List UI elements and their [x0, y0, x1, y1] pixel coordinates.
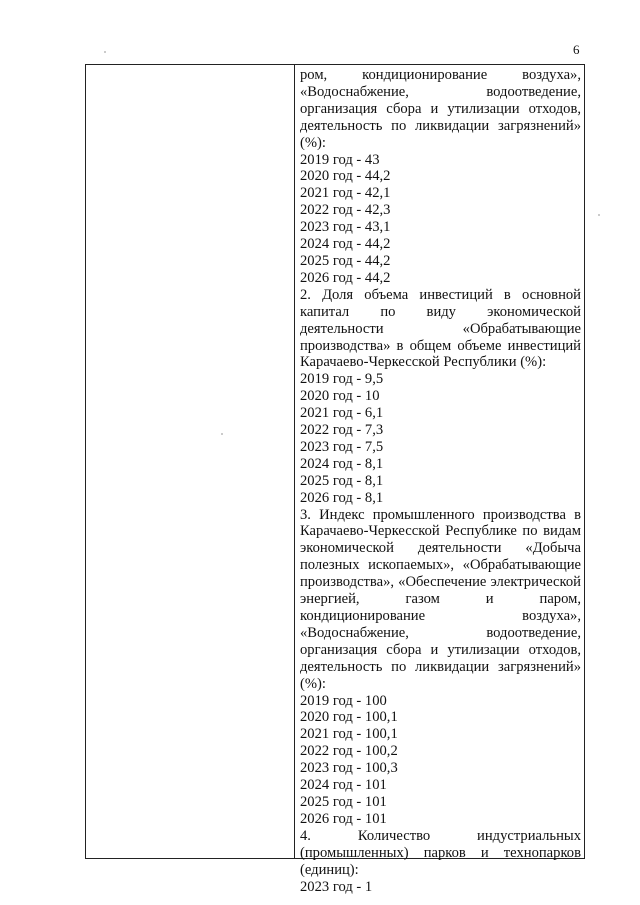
year-value: 2023 год - 100,3 [300, 760, 398, 777]
year-value: 2021 год - 6,1 [300, 405, 384, 422]
year-value: 2026 год - 44,2 [300, 269, 391, 286]
indicator-table [85, 64, 585, 895]
year-value: 2021 год - 42,1 [300, 185, 391, 202]
year-value: 2021 год - 100,1 [300, 726, 398, 743]
table-left-column [86, 65, 295, 858]
year-value: 2020 год - 100,1 [300, 709, 398, 726]
indicator-text: 3. Индекс промышленного производства в Карачаево-Черкесской Республике по видам экономической деятельности «Добыча полезных ископаемых», «Обрабатывающие производства», «Обеспечение электрической энергией, газом и паром, кондиционирование воздуха», «Водоснабжение, водоотведение, организация сбора и утилизации отходов, деятельность по ликвидации загрязнений» (%): [300, 506, 581, 692]
year-value: 2019 год - 43 [300, 151, 380, 168]
year-value: 2022 год - 42,3 [300, 202, 391, 219]
year-value: 2025 год - 101 [300, 793, 387, 810]
year-value: 2023 год - 7,5 [300, 438, 384, 455]
year-value: 2019 год - 9,5 [300, 371, 384, 388]
year-value: 2026 год - 101 [300, 810, 387, 827]
year-value: 2026 год - 8,1 [300, 489, 384, 506]
year-value: 2020 год - 44,2 [300, 168, 391, 185]
year-value: 2022 год - 7,3 [300, 422, 384, 439]
page-number: 6 [573, 42, 580, 57]
scan-speck [104, 51, 106, 53]
year-value: 2023 год - 43,1 [300, 219, 391, 236]
table-right-column [295, 65, 584, 895]
year-value: 2019 год - 100 [300, 692, 387, 709]
year-value: 2022 год - 100,2 [300, 743, 398, 760]
year-value: 2025 год - 8,1 [300, 472, 384, 489]
indicator-text: ром, кондиционирование воздуха», «Водоснабжение, водоотведение, организация сбора и утилизации отходов, деятельность по ликвидации загрязнений» (%): [300, 67, 581, 151]
scan-speck [598, 214, 600, 216]
indicator-text: 2. Доля объема инвестиций в основной капитал по виду экономической деятельности «Обрабатывающие производства» в общем объеме инвестиций Карачаево-Черкесской Республики (%): [300, 286, 581, 371]
year-value: 2024 год - 44,2 [300, 236, 391, 253]
year-value: 2025 год - 44,2 [300, 252, 391, 269]
indicator-text: 4. Количество индустриальных (промышленных) парков и технопарков (единиц): [300, 827, 581, 878]
year-value: 2024 год - 8,1 [300, 455, 384, 472]
scan-speck [221, 433, 223, 435]
year-value: 2024 год - 101 [300, 777, 387, 794]
year-value: 2020 год - 10 [300, 388, 380, 405]
year-value: 2023 год - 1 [300, 878, 373, 895]
